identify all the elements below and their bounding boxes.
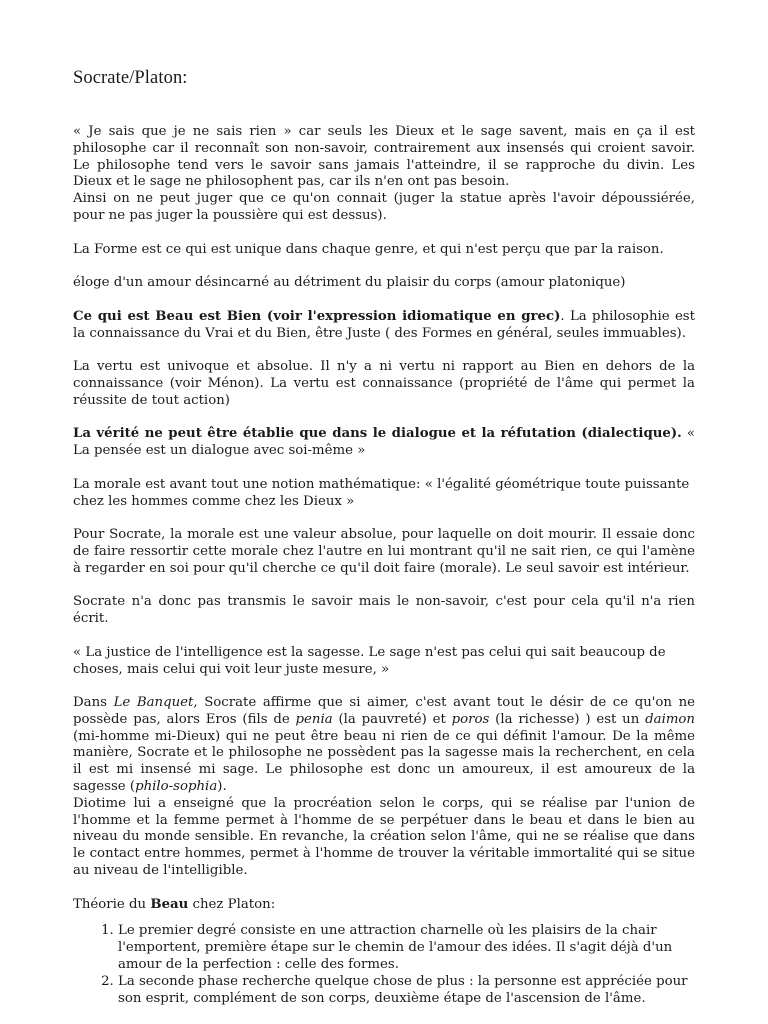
- paragraph-verite: [73, 426, 695, 460]
- italic-philo-sophia: philo-sophia: [135, 779, 218, 795]
- paragraph-morale-math: La morale est avant tout une notion mathématique: « l'égalité géométrique toute puissante chez les hommes comme chez les Dieux »: [73, 476, 690, 509]
- italic-poros: poros: [451, 711, 490, 727]
- theory-bold-beau: Beau: [150, 896, 189, 912]
- bold-verite: La vérité ne peut être établie que dans le dialogue et la réfutation (dialectique).: [73, 426, 682, 442]
- text-banquet-d: (la richesse) ) est un: [489, 711, 646, 727]
- list-item: 1. Le premier degré consiste en une attraction charnelle où les plaisirs de la chair l'emportent, première étape sur le chemin de l'amour des idées. Il s'agit déjà d'un amour de la perfection : celle des formes.: [118, 923, 695, 973]
- paragraph-morale-socrate: Pour Socrate, la morale est une valeur absolue, pour laquelle on doit mourir. Il essaie donc de faire ressortir cette morale chez l'autre en lui montrant qu'il ne sait rien, ce qui l'amène à regarder en soi pour qu'il cherche ce qu'il doit faire (morale). Le seul savoir est intérieur.: [73, 527, 695, 576]
- theory-list: [73, 923, 695, 1007]
- text-banquet-a: Dans: [73, 695, 114, 711]
- paragraph-juger: Ainsi on ne peut juger que ce qu'on connait (juger la statue après l'avoir dépoussiérée, pour ne pas juger la poussière qui est dessus).: [73, 191, 695, 223]
- paragraph-banquet: [73, 695, 695, 796]
- paragraph-forme: La Forme est ce qui est unique dans chaque genre, et qui n'est perçu que par la raison.: [73, 241, 664, 257]
- text-banquet-e: (mi-homme mi-Dieux) qui ne peut être beau ni rien de ce qui définit l'amour. De la même manière, Socrate et le philosophe ne possèdent pas la sagesse mais la recherchent, en cela il est mi insensé mi sage. Le philosophe est donc un amoureux, il est amoureux de la sagesse (: [73, 728, 695, 795]
- list-item: 2. La seconde phase recherche quelque chose de plus : la personne est appréciée pour son esprit, complément de son corps, deuxième étape de l'ascension de l'âme.: [118, 974, 695, 1008]
- paragraph-quote-je-sais: « Je sais que je ne sais rien » car seuls les Dieux et le sage savent, mais en ça il est philosophe car il reconnaît son non-savoir, contrairement aux insensés qui croient savoir. Le philosophe tend vers le savoir sans jamais l'atteindre, il se rapproche du divin. Les Dieux et le sage ne philosophent pas, car ils n'en ont pas besoin.: [73, 124, 695, 190]
- theory-heading: [73, 897, 695, 914]
- text-banquet-f: ).: [217, 779, 227, 795]
- paragraph-eloge: éloge d'un amour désincarné au détriment du plaisir du corps (amour platonique): [73, 275, 626, 291]
- italic-daimon: daimon: [645, 711, 695, 727]
- paragraph-non-savoir: Socrate n'a donc pas transmis le savoir mais le non-savoir, c'est pour cela qu'il n'a rien écrit.: [73, 594, 695, 627]
- italic-le-banquet: Le Banquet: [113, 695, 194, 711]
- paragraph-beau-bien: [73, 309, 695, 343]
- paragraph-diotime: Diotime lui a enseigné que la procréation selon le corps, qui se réalise par l'union de l'homme et la femme permet à l'homme de se perpétuer dans le beau et dans le bien au niveau du monde sensible. En revanche, la création selon l'âme, qui ne se réalise que dans le contact entre hommes, permet à l'homme de trouver la véritable immortalité qui se situe au niveau de l'intelligible.: [73, 795, 695, 879]
- theory-prefix: Théorie du: [73, 896, 151, 912]
- paragraph-vertu: La vertu est univoque et absolue. Il n'y a ni vertu ni rapport au Bien en dehors de la connaissance (voir Ménon). La vertu est connaissance (propriété de l'âme qui permet la réussite de tout action): [73, 359, 695, 408]
- text-banquet-c: (la pauvreté) et: [332, 711, 452, 727]
- text-banquet-b: , Socrate affirme que si aimer, c'est avant tout le désir de ce qu'on ne possède pas, alors Eros (fils de: [73, 695, 695, 727]
- italic-penia: penia: [295, 711, 333, 727]
- paragraph-justice: « La justice de l'intelligence est la sagesse. Le sage n'est pas celui qui sait beaucoup de choses, mais celui qui voit leur juste mesure, »: [73, 644, 666, 677]
- text-verite-rest: « La pensée est un dialogue avec soi-même »: [73, 426, 695, 459]
- text-beau-bien-rest: . La philosophie est la connaissance du Vrai et du Bien, être Juste ( des Formes en général, seules immuables).: [73, 308, 695, 341]
- bold-beau-bien: Ce qui est Beau est Bien (voir l'expression idiomatique en grec): [73, 308, 561, 324]
- document-body: [73, 124, 695, 1007]
- theory-suffix: chez Platon:: [188, 896, 276, 912]
- page-title: Socrate/Platon:: [73, 68, 188, 88]
